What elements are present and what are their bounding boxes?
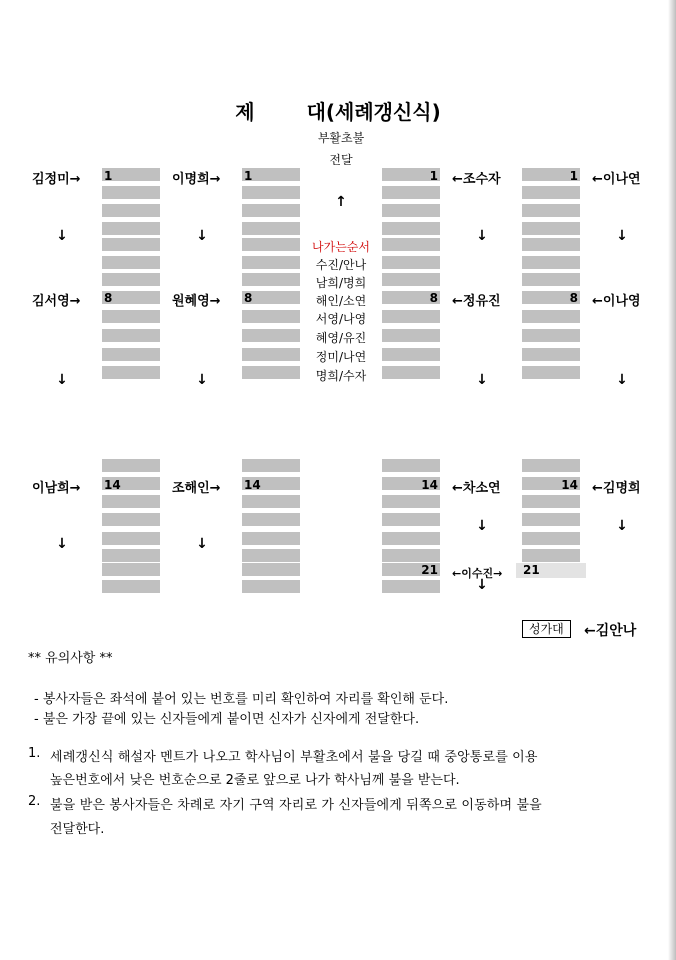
- seat: [102, 549, 160, 562]
- note-item-line: 전달한다.: [50, 822, 105, 837]
- seat-number: 8: [429, 291, 438, 305]
- block-label: 김서영→: [32, 294, 81, 309]
- seat: [522, 238, 580, 251]
- seat-number: 8: [569, 291, 578, 305]
- block-label: ←조수자: [452, 172, 501, 187]
- page-title: [0, 96, 676, 125]
- seat: [382, 348, 440, 361]
- seat: [242, 513, 300, 526]
- seat: [522, 256, 580, 269]
- title-suffix: 대(세례갱신식): [306, 100, 441, 124]
- order-item: 수진/안나: [315, 258, 367, 272]
- seat: [522, 459, 580, 472]
- seat: [382, 549, 440, 562]
- seat: [382, 238, 440, 251]
- seat: [242, 549, 300, 562]
- choir-box: 성가대: [522, 620, 571, 638]
- order-item: 정미/나연: [315, 350, 367, 364]
- seat-number: 1: [429, 169, 438, 183]
- seat: [242, 532, 300, 545]
- seat: [242, 366, 300, 379]
- seat: [242, 459, 300, 472]
- block-label: 조해인→: [172, 481, 221, 496]
- down-arrow: ↓: [616, 518, 628, 534]
- down-arrow: ↓: [616, 372, 628, 388]
- block-label: ←정유진: [452, 294, 501, 309]
- note-item-line: 높은번호에서 낮은 번호순으로 2줄로 앞으로 나가 학사님께 불을 받는다.: [50, 773, 460, 788]
- seat: [522, 273, 580, 286]
- seat: [382, 459, 440, 472]
- seat: [382, 532, 440, 545]
- block-label: ←차소연: [452, 481, 501, 496]
- order-item: 남희/명희: [315, 276, 367, 290]
- seat: [242, 348, 300, 361]
- block-label: 원혜영→: [172, 294, 221, 309]
- seat: [522, 329, 580, 342]
- note-item-line: 불을 받은 봉사자들은 차례로 자기 구역 자리로 가 신자들에게 뒤쪽으로 이동하며 불을: [50, 798, 542, 813]
- note-item-number: 1.: [28, 746, 41, 761]
- seat: [102, 580, 160, 593]
- seat: [522, 495, 580, 508]
- seat: [382, 222, 440, 235]
- seat-number: 14: [561, 478, 578, 492]
- down-arrow: ↓: [196, 372, 208, 388]
- seat: [382, 273, 440, 286]
- seat: [102, 532, 160, 545]
- seat: [382, 310, 440, 323]
- seat: [242, 273, 300, 286]
- notes-heading: ** 유의사항 **: [28, 651, 113, 666]
- seat: [102, 513, 160, 526]
- seat: [102, 310, 160, 323]
- seat: [242, 222, 300, 235]
- seat: [102, 329, 160, 342]
- seat-number: 21: [523, 563, 540, 577]
- seat: [102, 238, 160, 251]
- seat-21-label: ←이수진→: [452, 567, 503, 580]
- seat-number: 1: [569, 169, 578, 183]
- seat-number: 14: [244, 478, 261, 492]
- seat-number: 21: [421, 563, 438, 577]
- down-arrow: ↓: [476, 518, 488, 534]
- down-arrow: ↓: [56, 372, 68, 388]
- order-item: 명희/수자: [315, 369, 367, 383]
- seat: [522, 222, 580, 235]
- seat: [242, 186, 300, 199]
- seat: [102, 222, 160, 235]
- up-arrow: ↑: [335, 194, 347, 210]
- seat: [522, 204, 580, 217]
- down-arrow: ↓: [476, 372, 488, 388]
- seat: [382, 580, 440, 593]
- seat: [522, 366, 580, 379]
- seat: [382, 186, 440, 199]
- seat: [102, 495, 160, 508]
- down-arrow: ↓: [56, 536, 68, 552]
- seat: [382, 513, 440, 526]
- seat: [242, 563, 300, 576]
- seat: [522, 549, 580, 562]
- block-label: ←김명희: [592, 481, 641, 496]
- order-title: 나가는순서: [312, 240, 370, 254]
- down-arrow: ↓: [616, 228, 628, 244]
- seat: [242, 238, 300, 251]
- seat: [102, 204, 160, 217]
- seat-number: 14: [104, 478, 121, 492]
- seat: [242, 310, 300, 323]
- seat: [102, 273, 160, 286]
- seat: [382, 204, 440, 217]
- down-arrow: ↓: [476, 228, 488, 244]
- block-label: ←이나연: [592, 172, 641, 187]
- order-item: 서영/나영: [315, 312, 367, 326]
- seat: [242, 204, 300, 217]
- order-item: 해인/소연: [315, 294, 367, 308]
- center-header-2: 전달: [329, 153, 353, 167]
- block-label: 이명희→: [172, 172, 221, 187]
- order-item: 혜영/유진: [315, 331, 367, 345]
- note-item-line: 세례갱신식 해설자 멘트가 나오고 학사님이 부활초에서 불을 당길 때 중앙통로를 이용: [50, 750, 538, 765]
- seat: [102, 256, 160, 269]
- down-arrow: ↓: [476, 577, 488, 593]
- down-arrow: ↓: [196, 536, 208, 552]
- seat-number: 1: [244, 169, 253, 183]
- seat-number: 14: [421, 478, 438, 492]
- seat: [382, 366, 440, 379]
- page-edge: [668, 0, 676, 960]
- seat-number: 1: [104, 169, 113, 183]
- seat-number: 8: [244, 291, 253, 305]
- seat: [242, 580, 300, 593]
- seat: [242, 495, 300, 508]
- seat: [102, 459, 160, 472]
- title-prefix: 제: [235, 100, 255, 124]
- center-header-1: 부활초불: [317, 131, 365, 145]
- seat: [522, 348, 580, 361]
- down-arrow: ↓: [196, 228, 208, 244]
- seat: [102, 366, 160, 379]
- note-bullet: - 불은 가장 끝에 있는 신자들에게 붙이면 신자가 신자에게 전달한다.: [34, 712, 420, 727]
- seat: [102, 186, 160, 199]
- seat-number: 8: [104, 291, 113, 305]
- seat: [522, 513, 580, 526]
- seat: [102, 348, 160, 361]
- seat: [382, 256, 440, 269]
- seat: [382, 495, 440, 508]
- down-arrow: ↓: [56, 228, 68, 244]
- block-label: ←이나영: [592, 294, 641, 309]
- seat: [522, 532, 580, 545]
- seat: [102, 563, 160, 576]
- seat: [242, 256, 300, 269]
- block-label: 김정미→: [32, 172, 81, 187]
- seat: [382, 329, 440, 342]
- note-item-number: 2.: [28, 794, 41, 809]
- choir-label: ←김안나: [584, 623, 637, 639]
- seat: [522, 186, 580, 199]
- seat: [242, 329, 300, 342]
- block-label: 이남희→: [32, 481, 81, 496]
- note-bullet: - 봉사자들은 좌석에 붙어 있는 번호를 미리 확인하여 자리를 확인해 둔다.: [34, 692, 449, 707]
- seat: [522, 310, 580, 323]
